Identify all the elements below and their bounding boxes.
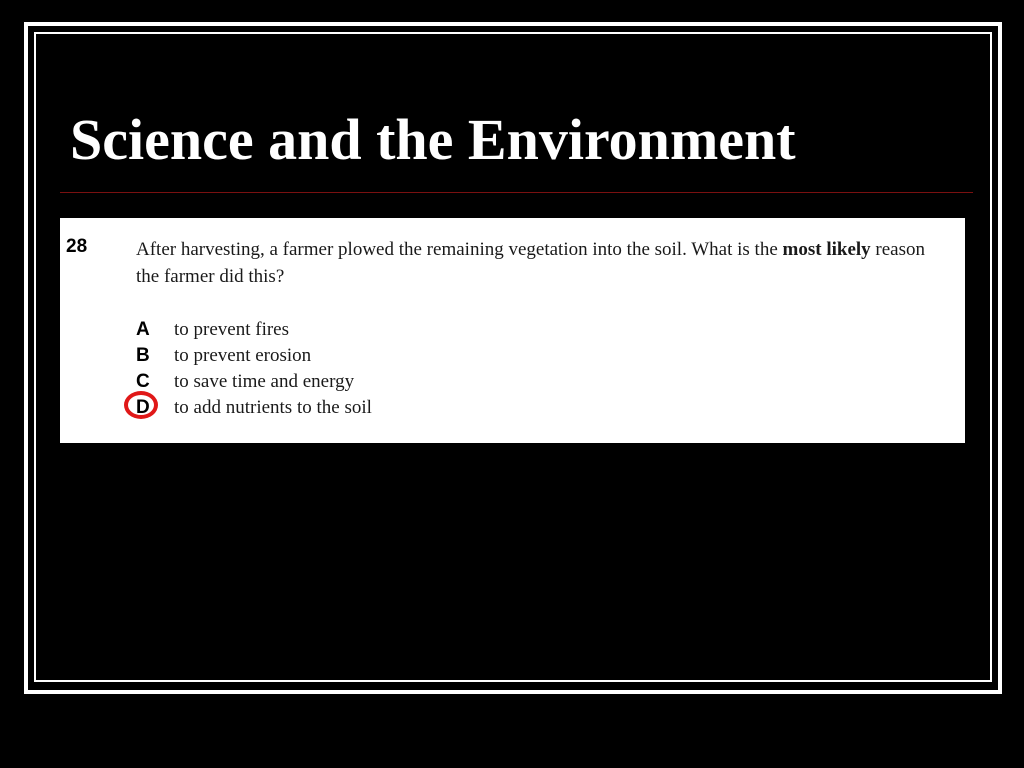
answer-circle-mark — [124, 391, 158, 419]
question-text-part1: After harvesting, a farmer plowed the remaining vegetation into the soil. What is the — [136, 239, 783, 260]
choice-letter: B — [136, 345, 150, 366]
choice-letter-d: D — [136, 397, 150, 418]
choice-letter: A — [136, 319, 150, 340]
choice-text: to prevent erosion — [174, 345, 312, 366]
choice-text: to add nutrients to the soil — [174, 397, 372, 418]
question-text-part2: reason the farmer did this? — [136, 239, 925, 287]
choice-a — [136, 317, 372, 343]
choice-letter-circled — [136, 397, 174, 419]
question-number: 28 — [66, 236, 88, 257]
title-divider — [60, 192, 973, 193]
choice-d — [136, 395, 372, 421]
question-text — [136, 236, 936, 290]
question-panel — [60, 218, 965, 443]
choice-text: to prevent fires — [174, 319, 290, 340]
choice-c — [136, 369, 372, 395]
choice-letter: C — [136, 371, 150, 392]
choice-text: to save time and energy — [174, 371, 355, 392]
question-text-emphasis: most likely — [782, 239, 871, 260]
answer-choices — [136, 317, 372, 421]
slide-title: Science and the Environment — [70, 107, 796, 172]
choice-b — [136, 343, 372, 369]
